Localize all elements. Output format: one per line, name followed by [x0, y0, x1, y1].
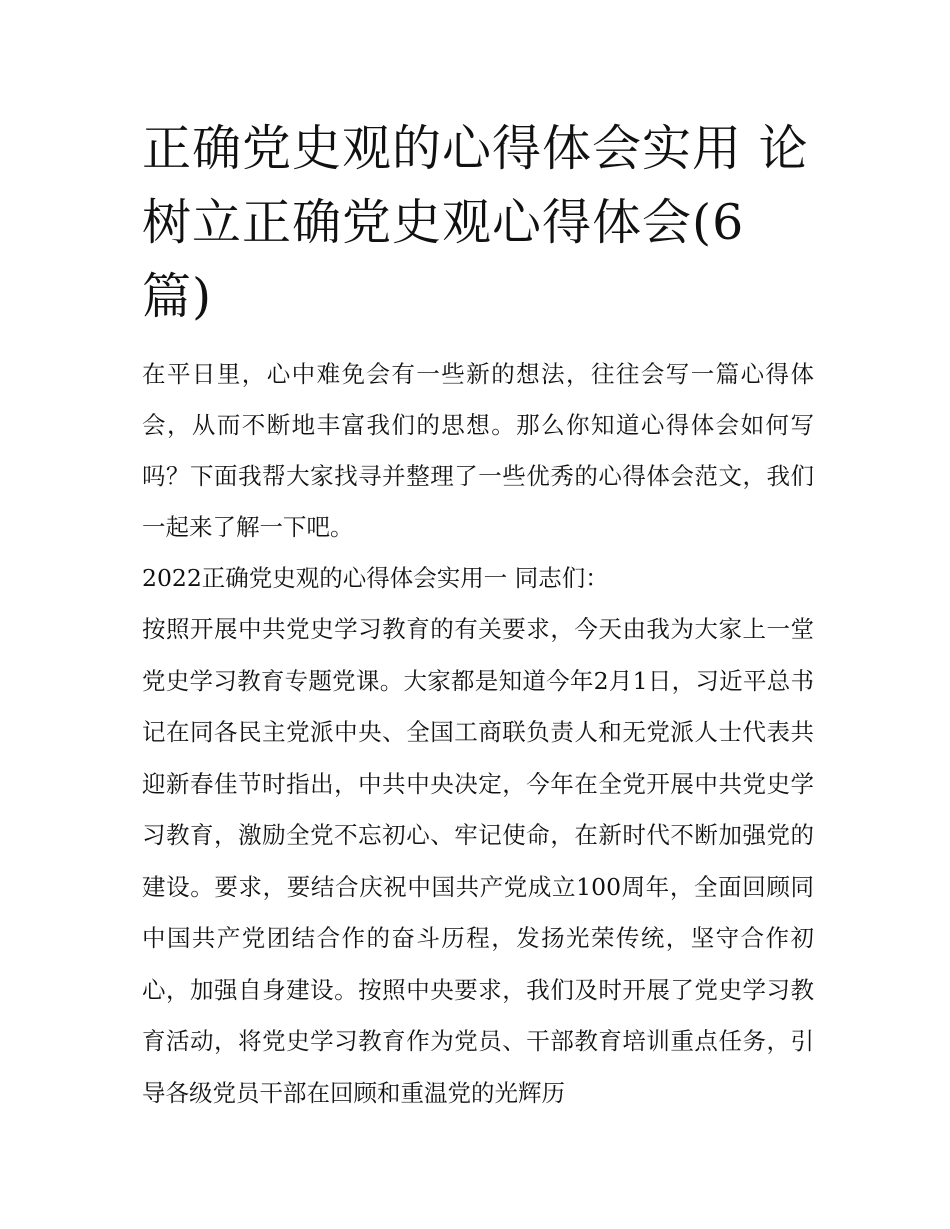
section-heading: 2022正确党史观的心得体会实用一 同志们： [142, 564, 609, 592]
body-paragraph: 按照开展中共党史学习教育的有关要求，今天由我为大家上一堂党史学习教育专题党课。大家都是知道今年2月1日，习近平总书记在同各民主党派中央、全国工商联负责人和无党派人士代表共迎新春佳节时指出，中共中央决定，今年在全党开展中共党史学习教育，激励全党不忘初心、牢记使命，在新时代不断加强党的建设。要求，要结合庆祝中国共产党成立100周年，全面回顾同中国共产党团结合作的奋斗历程，发扬光荣传统，坚守合作初心，加强自身建设。按照中央要求，我们及时开展了党史学习教育活动，将党史学习教育作为党员、干部教育培训重点任务，引导各级党员干部在回顾和重温党的光辉历 [142, 615, 814, 1107]
document-title: 正确党史观的心得体会实用 论树立正确党史观心得体会(6篇) [142, 120, 809, 325]
intro-paragraph: 在平日里，心中难免会有一些新的想法，往往会写一篇心得体会，从而不断地丰富我们的思想。那么你知道心得体会如何写吗？下面我帮大家找寻并整理了一些优秀的心得体会范文，我们一起来了解一下吧。 [142, 360, 814, 541]
document-page [142, 112, 814, 1119]
